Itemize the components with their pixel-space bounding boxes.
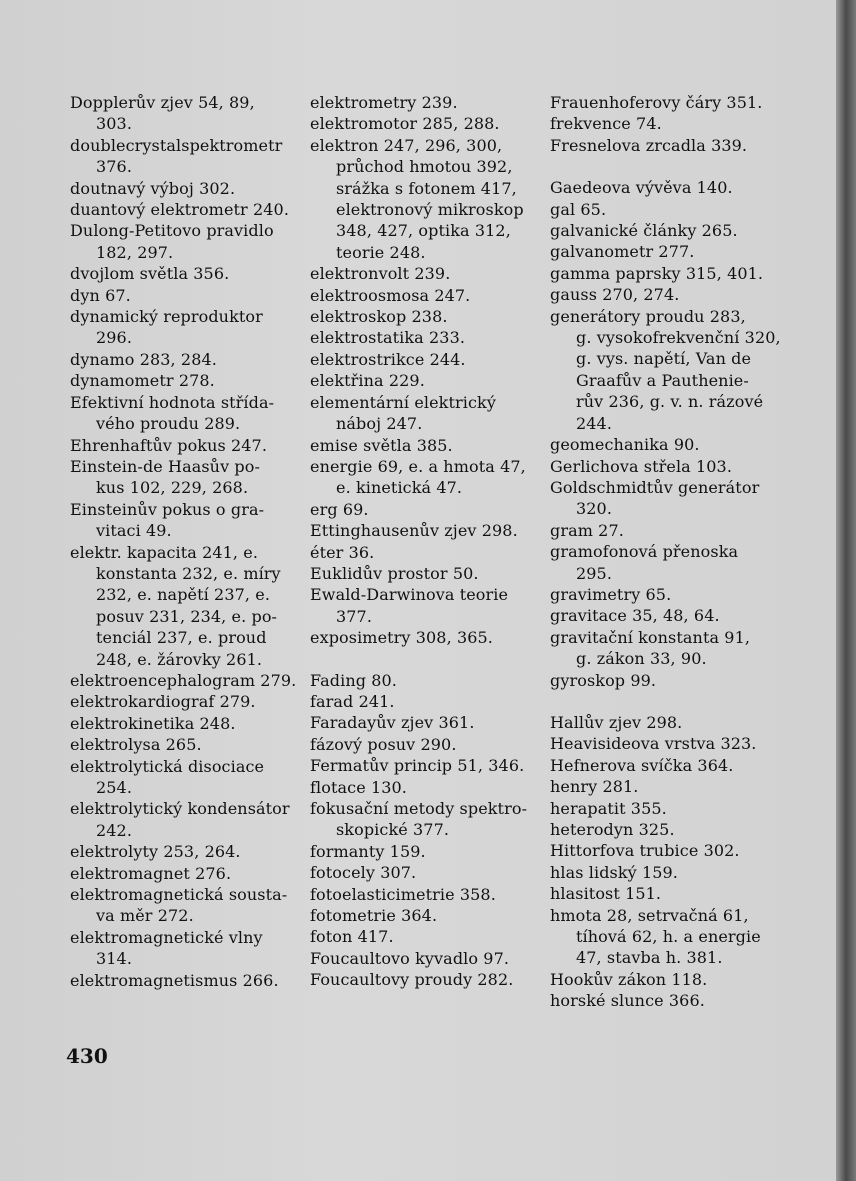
index-entry-term: éter 36. xyxy=(310,542,375,562)
index-entry-term: elektrolyty 253, 264. xyxy=(70,842,241,862)
index-entry-continuation: Graafův a Pauthenie- xyxy=(576,370,749,390)
index-entry xyxy=(310,969,540,990)
index-entry-term: Dopplerův zjev 54, 89, xyxy=(70,93,255,112)
index-entry-continuation: g. vys. napětí, Van de xyxy=(576,349,752,369)
index-entry xyxy=(310,691,540,712)
index-entry-continuation: 348, 427, optika 312, xyxy=(336,221,511,241)
index-entry-term: gravitační konstanta 91, xyxy=(550,627,751,647)
index-entry-term: Hittorfova trubice 302. xyxy=(550,841,740,861)
index-entry-continuation: elektronový mikroskop xyxy=(336,200,524,220)
index-entry xyxy=(310,627,540,648)
index-entry xyxy=(310,862,540,883)
index-entry-term: exposimetry 308, 365. xyxy=(310,628,493,648)
index-entry-term: elektromagnet 276. xyxy=(70,863,232,883)
index-entry xyxy=(70,285,300,306)
index-entry-term: elektroskop 238. xyxy=(310,307,448,327)
index-entry xyxy=(70,734,300,755)
index-entry-term: erg 69. xyxy=(310,499,369,519)
index-entry-term: dynamo 283, 284. xyxy=(70,349,217,369)
index-entry-term: elektrolytický kondensátor xyxy=(70,799,290,819)
index-entry-term: Einsteinův pokus o gra- xyxy=(70,499,265,519)
index-entry-term: elektrometry 239. xyxy=(310,93,458,112)
index-entry-term: Hallův zjev 298. xyxy=(550,712,683,732)
index-entry-term: fotoelasticimetrie 358. xyxy=(310,884,496,904)
index-entry xyxy=(70,927,300,970)
index-entry-term: fotocely 307. xyxy=(310,863,417,883)
index-entry-continuation: 47, stavba h. 381. xyxy=(576,948,723,968)
index-entry xyxy=(310,948,540,969)
index-entry-term: gal 65. xyxy=(550,199,607,219)
index-entry xyxy=(310,563,540,584)
index-entry-term: Ehrenhaftův pokus 247. xyxy=(70,435,268,455)
index-entry xyxy=(70,542,300,670)
index-entry xyxy=(310,926,540,947)
index-entry-continuation: 296. xyxy=(96,328,133,348)
index-entry xyxy=(310,755,540,776)
index-entry xyxy=(70,92,300,135)
index-entry-continuation: 303. xyxy=(96,114,133,134)
section-gap xyxy=(310,649,540,670)
index-entry xyxy=(70,970,300,991)
index-entry xyxy=(550,712,790,733)
page-number: 430 xyxy=(66,1044,108,1068)
index-entry-term: herapatit 355. xyxy=(550,798,667,818)
index-entry-term: farad 241. xyxy=(310,691,395,711)
index-entry xyxy=(550,862,790,883)
index-entry-term: elektrolytická disociace xyxy=(70,756,265,776)
index-entry-continuation: kus 102, 229, 268. xyxy=(96,478,249,498)
index-entry-continuation: 377. xyxy=(336,606,373,626)
index-entry-continuation: rův 236, g. v. n. rázové xyxy=(576,392,764,412)
index-entry-continuation: 376. xyxy=(96,157,133,177)
index-entry xyxy=(550,733,790,754)
index-entry-continuation: náboj 247. xyxy=(336,414,423,434)
index-entry-continuation: 314. xyxy=(96,949,133,969)
index-entry xyxy=(310,456,540,499)
index-entry xyxy=(310,520,540,541)
index-entry-continuation: srážka s fotonem 417, xyxy=(336,178,517,198)
index-entry-term: Ewald-Darwinova teorie xyxy=(310,585,509,605)
index-entry-term: Gaedeova vývěva 140. xyxy=(550,178,733,198)
index-entry xyxy=(550,819,790,840)
index-entry-term: doutnavý výboj 302. xyxy=(70,178,236,198)
index-entry xyxy=(550,605,790,626)
section-gap xyxy=(550,156,790,177)
index-entry-continuation: 254. xyxy=(96,778,133,797)
index-entry xyxy=(550,883,790,904)
index-entry xyxy=(550,477,790,520)
index-entry-term: gramofonová přenoska xyxy=(550,542,739,562)
index-entry-term: henry 281. xyxy=(550,777,639,797)
index-entry-continuation: tíhová 62, h. a energie xyxy=(576,927,761,947)
index-entry xyxy=(310,392,540,435)
index-entry-term: elektr. kapacita 241, e. xyxy=(70,542,259,562)
index-entry-term: elektrostrikce 244. xyxy=(310,349,466,369)
index-entry xyxy=(550,584,790,605)
index-entry xyxy=(70,713,300,734)
index-entry xyxy=(70,263,300,284)
index-entry xyxy=(550,776,790,797)
index-entry xyxy=(70,306,300,349)
index-entry xyxy=(550,220,790,241)
index-entry-term: geomechanika 90. xyxy=(550,435,700,455)
index-entry xyxy=(70,798,300,841)
index-entry xyxy=(550,905,790,969)
index-entry xyxy=(70,349,300,370)
index-entry xyxy=(550,92,790,113)
index-entry-continuation: va měr 272. xyxy=(96,906,194,926)
index-entry xyxy=(550,456,790,477)
index-entry-term: Goldschmidtův generátor xyxy=(550,477,760,497)
index-entry-term: energie 69, e. a hmota 47, xyxy=(310,456,526,476)
index-entry xyxy=(70,178,300,199)
index-entry-term: Euklidův prostor 50. xyxy=(310,563,479,583)
index-entry-continuation: 320. xyxy=(576,499,613,519)
index-entry xyxy=(70,670,300,691)
index-entry-term: Gerlichova střela 103. xyxy=(550,456,733,476)
index-column-1 xyxy=(70,92,300,991)
index-entry-term: elektřina 229. xyxy=(310,371,425,391)
index-entry xyxy=(550,520,790,541)
index-entry xyxy=(310,584,540,627)
index-entry xyxy=(310,798,540,841)
index-entry xyxy=(310,542,540,563)
index-entry-continuation: 182, 297. xyxy=(96,242,174,262)
index-entry-term: flotace 130. xyxy=(310,777,407,797)
index-entry-term: elektrokardiograf 279. xyxy=(70,692,256,712)
index-entry xyxy=(550,284,790,305)
index-entry xyxy=(70,370,300,391)
index-entry-term: generátory proudu 283, xyxy=(550,306,746,326)
index-entry xyxy=(550,263,790,284)
index-entry xyxy=(310,285,540,306)
index-entry-continuation: 248, e. žárovky 261. xyxy=(96,649,263,669)
index-entry xyxy=(70,392,300,435)
index-entry-term: elektromagnetická sousta- xyxy=(70,885,288,905)
index-entry-term: elektromagnetismus 266. xyxy=(70,970,279,990)
index-entry-term: hlasitost 151. xyxy=(550,884,662,904)
index-entry xyxy=(310,905,540,926)
index-entry xyxy=(70,691,300,712)
index-entry-term: Ettinghausenův zjev 298. xyxy=(310,521,518,541)
index-entry xyxy=(310,884,540,905)
index-entry-term: hlas lidský 159. xyxy=(550,862,678,882)
index-entry-term: galvanické články 265. xyxy=(550,221,738,241)
index-entry-term: emise světla 385. xyxy=(310,435,453,455)
index-entry-term: elektromagnetické vlny xyxy=(70,927,263,947)
index-entry-continuation: vitaci 49. xyxy=(96,521,172,541)
index-entry xyxy=(550,969,790,990)
index-entry xyxy=(310,712,540,733)
index-entry-term: horské slunce 366. xyxy=(550,991,705,1011)
index-entry xyxy=(310,113,540,134)
index-entry xyxy=(70,499,300,542)
index-entry xyxy=(310,670,540,691)
index-entry-term: fotometrie 364. xyxy=(310,906,438,926)
index-entry-continuation: průchod hmotou 392, xyxy=(336,157,513,177)
index-entry-continuation: 295. xyxy=(576,563,613,583)
index-entry-term: Hefnerova svíčka 364. xyxy=(550,755,734,775)
index-entry xyxy=(70,884,300,927)
index-column-3 xyxy=(550,92,790,1012)
index-entry xyxy=(550,434,790,455)
index-entry-term: formanty 159. xyxy=(310,841,426,861)
index-entry-term: foton 417. xyxy=(310,927,394,947)
index-entry-term: Foucaultovy proudy 282. xyxy=(310,970,514,990)
index-entry-term: gravimetry 65. xyxy=(550,584,672,604)
index-entry-term: gyroskop 99. xyxy=(550,670,657,690)
index-entry-continuation: vého proudu 289. xyxy=(96,414,241,434)
page-binding-edge xyxy=(836,0,856,1181)
index-entry xyxy=(550,670,790,691)
index-entry-term: elektron 247, 296, 300, xyxy=(310,135,503,155)
index-entry xyxy=(310,306,540,327)
index-entry-term: elektroosmosa 247. xyxy=(310,285,471,305)
index-entry xyxy=(70,841,300,862)
index-entry-continuation: konstanta 232, e. míry xyxy=(96,563,281,583)
index-entry-term: frekvence 74. xyxy=(550,114,662,134)
index-entry-term: Dulong-Petitovo pravidlo xyxy=(70,221,274,241)
index-entry-term: Efektivní hodnota střída- xyxy=(70,392,275,412)
index-entry xyxy=(310,370,540,391)
index-entry-continuation: e. kinetická 47. xyxy=(336,478,463,498)
index-entry-continuation: skopické 377. xyxy=(336,820,450,840)
index-entry-term: Einstein-de Haasův po- xyxy=(70,456,260,476)
index-entry-term: dynamický reproduktor xyxy=(70,307,263,327)
index-entry-term: Faradayův zjev 361. xyxy=(310,713,475,733)
index-entry-term: Heavisideova vrstva 323. xyxy=(550,734,757,754)
index-entry xyxy=(310,135,540,263)
index-entry xyxy=(550,199,790,220)
index-entry-term: dyn 67. xyxy=(70,285,131,305)
index-entry-term: Foucaultovo kyvadlo 97. xyxy=(310,948,510,968)
index-entry xyxy=(550,541,790,584)
index-entry-continuation: tenciál 237, e. proud xyxy=(96,628,267,648)
index-entry xyxy=(70,435,300,456)
index-entry xyxy=(550,177,790,198)
index-entry-term: gravitace 35, 48, 64. xyxy=(550,606,720,626)
index-entry xyxy=(550,135,790,156)
index-entry-continuation: g. zákon 33, 90. xyxy=(576,649,707,669)
index-entry xyxy=(550,306,790,434)
index-entry xyxy=(310,777,540,798)
index-entry-term: gram 27. xyxy=(550,520,624,540)
index-entry xyxy=(70,135,300,178)
index-entry-term: gamma paprsky 315, 401. xyxy=(550,263,764,283)
index-entry-term: Fermatův princip 51, 346. xyxy=(310,756,525,776)
index-entry-term: dvojlom světla 356. xyxy=(70,264,230,284)
index-entry-term: galvanometr 277. xyxy=(550,242,695,262)
index-entry-term: elektrolysa 265. xyxy=(70,735,202,755)
index-entry-term: elektronvolt 239. xyxy=(310,264,451,284)
index-entry-term: gauss 270, 274. xyxy=(550,285,680,305)
index-entry-term: Fresnelova zrcadla 339. xyxy=(550,135,748,155)
index-entry-term: elektrokinetika 248. xyxy=(70,713,236,733)
index-entry-term: duantový elektrometr 240. xyxy=(70,200,290,220)
index-entry-continuation: teorie 248. xyxy=(336,242,426,262)
index-entry-term: doublecrystalspektrometr xyxy=(70,135,283,155)
index-entry xyxy=(310,841,540,862)
index-entry-term: elektromotor 285, 288. xyxy=(310,114,500,134)
index-entry xyxy=(550,990,790,1011)
index-entry xyxy=(310,499,540,520)
index-entry-term: heterodyn 325. xyxy=(550,820,675,839)
index-entry-continuation: g. vysokofrekvenční 320, xyxy=(576,328,781,348)
section-gap xyxy=(550,691,790,712)
index-entry-term: Hookův zákon 118. xyxy=(550,969,708,989)
index-entry xyxy=(550,840,790,861)
index-entry xyxy=(310,734,540,755)
index-entry-term: fokusační metody spektro- xyxy=(310,799,528,818)
index-entry xyxy=(70,220,300,263)
index-entry xyxy=(310,435,540,456)
index-entry xyxy=(70,456,300,499)
index-entry xyxy=(550,627,790,670)
index-entry xyxy=(550,755,790,776)
index-entry-term: fázový posuv 290. xyxy=(310,734,457,754)
index-entry xyxy=(310,92,540,113)
index-entry-continuation: 242. xyxy=(96,820,133,840)
index-entry xyxy=(70,863,300,884)
index-entry-term: elektroencephalogram 279. xyxy=(70,670,297,690)
index-entry xyxy=(310,349,540,370)
index-entry-term: Fading 80. xyxy=(310,670,397,690)
index-entry-term: Frauenhoferovy čáry 351. xyxy=(550,93,763,112)
index-entry-term: hmota 28, setrvačná 61, xyxy=(550,905,749,925)
index-column-2 xyxy=(310,92,540,991)
index-entry xyxy=(70,199,300,220)
index-entry-continuation: 244. xyxy=(576,413,613,433)
index-entry-term: elektrostatika 233. xyxy=(310,328,466,348)
index-entry xyxy=(70,756,300,799)
index-entry xyxy=(310,263,540,284)
index-entry xyxy=(550,798,790,819)
index-entry xyxy=(550,241,790,262)
index-entry-continuation: posuv 231, 234, e. po- xyxy=(96,606,278,626)
index-entry-term: elementární elektrický xyxy=(310,392,496,412)
index-entry-continuation: 232, e. napětí 237, e. xyxy=(96,585,271,605)
index-entry xyxy=(550,113,790,134)
index-entry-term: dynamometr 278. xyxy=(70,371,215,391)
index-entry xyxy=(310,327,540,348)
